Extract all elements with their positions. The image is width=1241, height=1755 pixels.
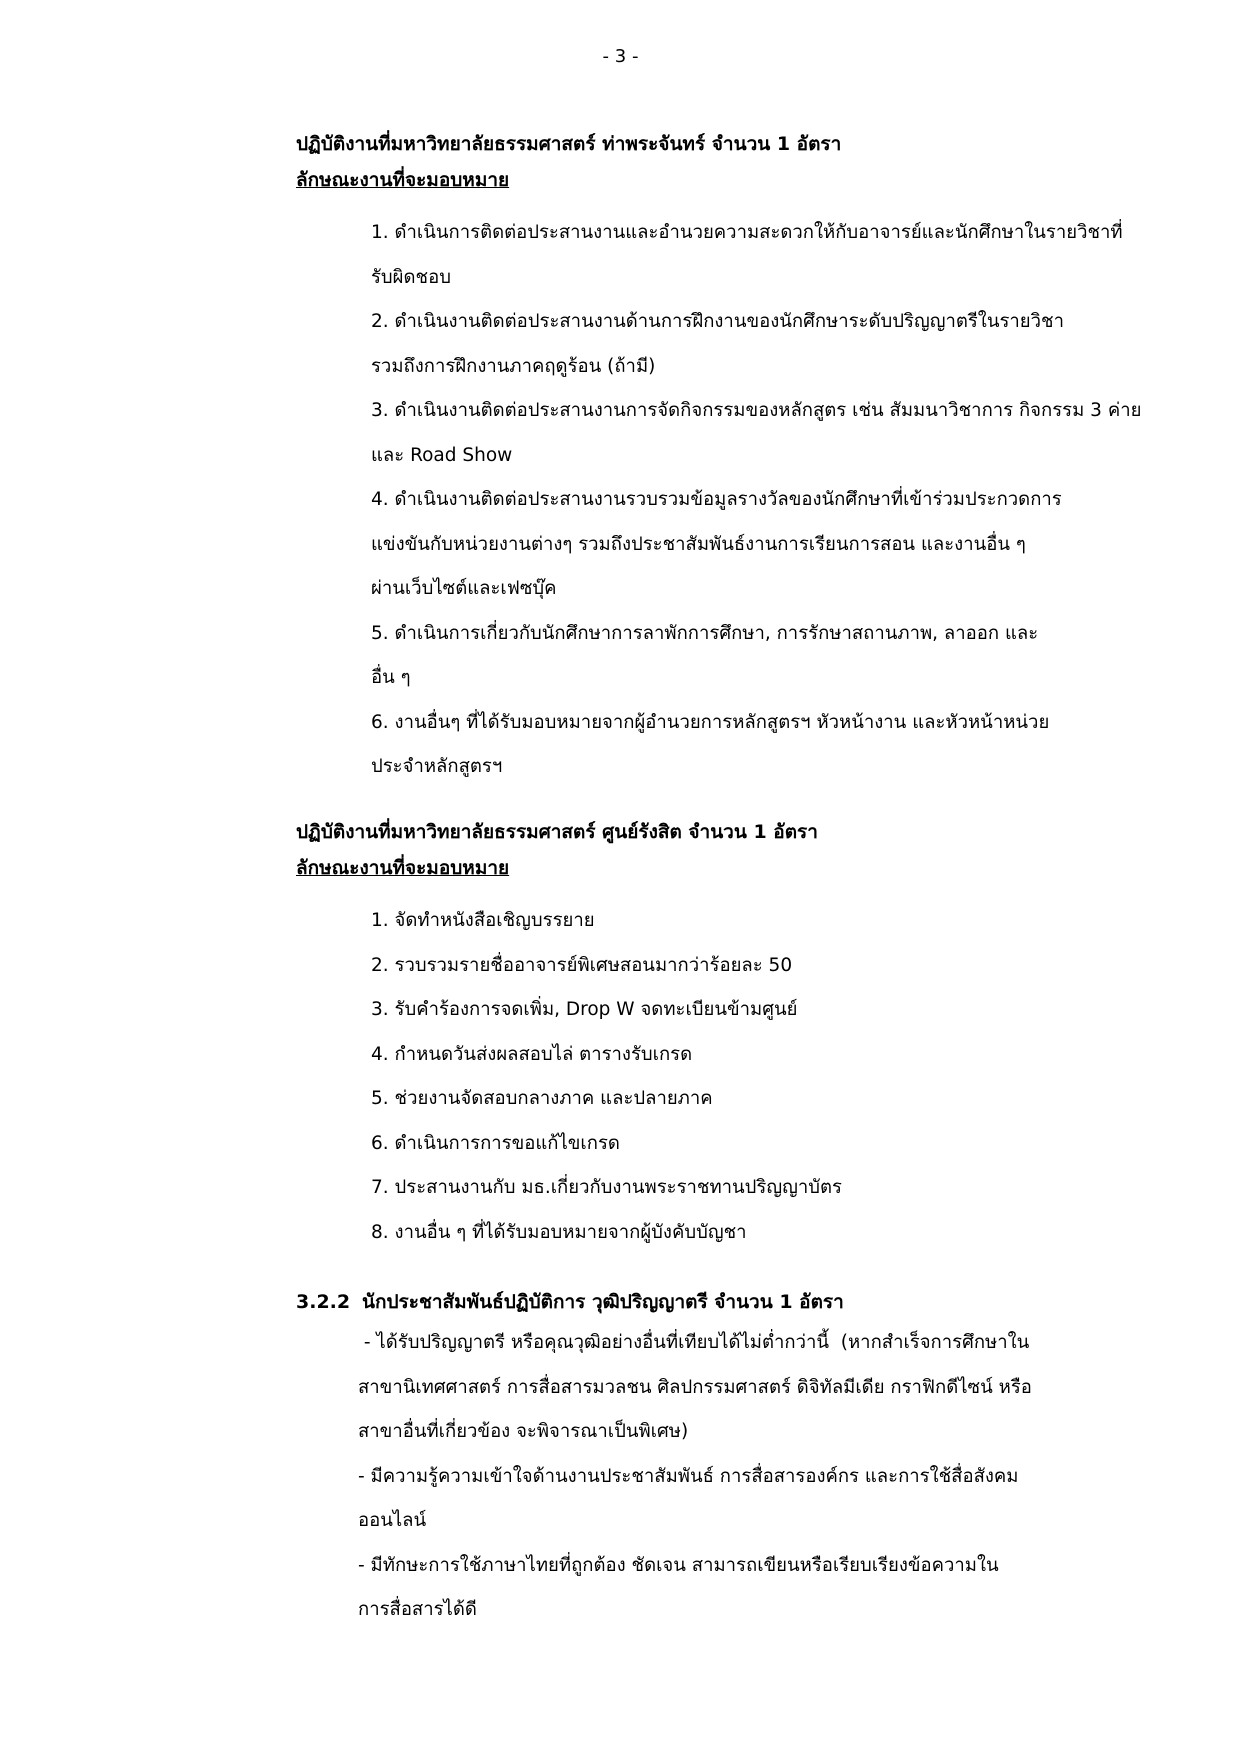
- list-item: 2. รวบรวมรายชื่ออาจารย์พิเศษสอนมากว่าร้อยละ 50: [371, 954, 793, 976]
- list-item: 4. กำหนดวันส่งผลสอบไล่ ตารางรับเกรด: [371, 1043, 693, 1065]
- list-item: รวมถึงการฝึกงานภาคฤดูร้อน (ถ้ามี): [371, 355, 656, 377]
- duties-list-tha-prachan: [371, 211, 1146, 790]
- list-item: แข่งขันกับหน่วยงานต่างๆ รวมถึงประชาสัมพันธ์งานการเรียนการสอน และงานอื่น ๆ: [371, 533, 1026, 555]
- list-item: ออนไลน์: [358, 1510, 427, 1531]
- page-number: - 3 -: [602, 46, 639, 67]
- list-item: - ได้รับปริญญาตรี หรือคุณวุฒิอย่างอื่นที่เทียบได้ไม่ต่ำกว่านี้ (หากสำเร็จการศึกษาใน: [358, 1332, 1030, 1353]
- list-item: สาขาอื่นที่เกี่ยวข้อง จะพิจารณาเป็นพิเศษ): [358, 1421, 689, 1442]
- list-item: รับผิดชอบ: [371, 266, 451, 288]
- list-item: 1. ดำเนินการติดต่อประสานงานและอำนวยความสะดวกให้กับอาจารย์และนักศึกษาในรายวิชาที่: [371, 222, 1123, 243]
- section-heading: ปฏิบัติงานที่มหาวิทยาลัยธรรมศาสตร์ ศูนย์รังสิต จำนวน 1 อัตรา: [296, 821, 818, 843]
- list-item: สาขานิเทศศาสตร์ การสื่อสารมวลชน ศิลปกรรมศาสตร์ ดิจิทัลมีเดีย กราฟิกดีไซน์ หรือ: [358, 1376, 1032, 1398]
- duties-list-rangsit: [371, 899, 1146, 1255]
- qualification-list: [358, 1321, 1146, 1633]
- section-subheading: ลักษณะงานที่จะมอบหมาย: [296, 169, 510, 191]
- section-number: 3.2.2: [296, 1291, 351, 1313]
- list-item: 1. จัดทำหนังสือเชิญบรรยาย: [371, 910, 595, 931]
- list-item: 2. ดำเนินงานติดต่อประสานงานด้านการฝึกงานของนักศึกษาระดับปริญญาตรีในรายวิชา: [371, 311, 1064, 332]
- list-item: ผ่านเว็บไซต์และเฟซบุ๊ค: [371, 578, 557, 599]
- list-item: ประจำหลักสูตรฯ: [371, 756, 503, 777]
- list-item: อื่น ๆ: [371, 667, 411, 688]
- section-subheading: ลักษณะงานที่จะมอบหมาย: [296, 857, 510, 879]
- section-rangsit: [296, 818, 1146, 882]
- list-item: การสื่อสารได้ดี: [358, 1599, 477, 1620]
- list-item: 4. ดำเนินงานติดต่อประสานงานรวบรวมข้อมูลรางวัลของนักศึกษาที่เข้าร่วมประกวดการ: [371, 489, 1062, 510]
- section-heading-row: [296, 1288, 1146, 1316]
- list-item: 7. ประสานงานกับ มธ.เกี่ยวกับงานพระราชทานปริญญาบัตร: [371, 1177, 842, 1198]
- list-item: 3. รับคำร้องการจดเพิ่ม, Drop W จดทะเบียนข้ามศูนย์: [371, 999, 798, 1020]
- list-item: และ Road Show: [371, 444, 513, 466]
- list-item: 5. ช่วยงานจัดสอบกลางภาค และปลายภาค: [371, 1088, 713, 1109]
- section-tha-prachan: [296, 130, 1146, 194]
- list-item: 6. งานอื่นๆ ที่ได้รับมอบหมายจากผู้อำนวยการหลักสูตรฯ หัวหน้างาน และหัวหน้าหน่วย: [371, 711, 1050, 733]
- list-item: - มีทักษะการใช้ภาษาไทยที่ถูกต้อง ชัดเจน สามารถเขียนหรือเรียบเรียงข้อความใน: [358, 1554, 999, 1576]
- section-pr-officer: [296, 1288, 1146, 1316]
- section-heading: นักประชาสัมพันธ์ปฏิบัติการ วุฒิปริญญาตรี จำนวน 1 อัตรา: [362, 1291, 844, 1313]
- list-item: 5. ดำเนินการเกี่ยวกับนักศึกษาการลาพักการศึกษา, การรักษาสถานภาพ, ลาออก และ: [371, 622, 1039, 644]
- list-item: 6. ดำเนินการการขอแก้ไขเกรด: [371, 1132, 620, 1154]
- section-heading: ปฏิบัติงานที่มหาวิทยาลัยธรรมศาสตร์ ท่าพระจันทร์ จำนวน 1 อัตรา: [296, 133, 842, 155]
- list-item: 8. งานอื่น ๆ ที่ได้รับมอบหมายจากผู้บังคับบัญชา: [371, 1221, 747, 1243]
- list-item: - มีความรู้ความเข้าใจด้านงานประชาสัมพันธ์ การสื่อสารองค์กร และการใช้สื่อสังคม: [358, 1465, 1019, 1487]
- list-item: 3. ดำเนินงานติดต่อประสานงานการจัดกิจกรรมของหลักสูตร เช่น สัมมนาวิชาการ กิจกรรม 3 ค่าย: [371, 400, 1142, 421]
